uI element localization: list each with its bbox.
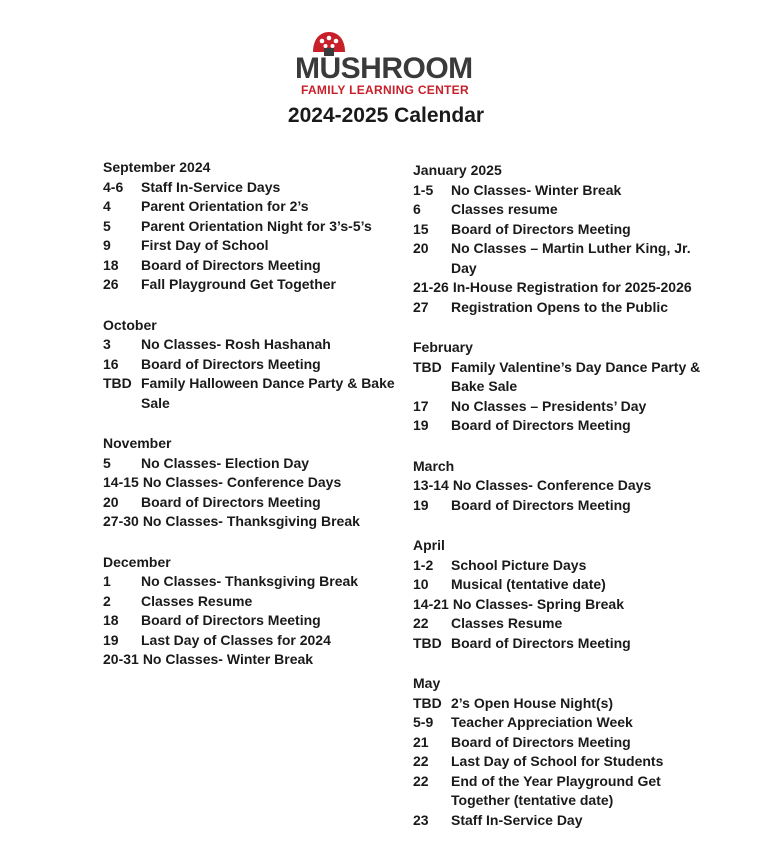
event-date: 1 [103,573,111,589]
event-description: Family Valentine’s Day Dance Party & Bake Sale [451,358,701,394]
calendar-event [413,614,713,634]
calendar-event [103,631,403,651]
calendar-event [103,335,403,355]
month-section [413,338,713,436]
event-description: Board of Directors Meeting [141,493,321,510]
event-date: 9 [103,237,111,253]
event-description: No Classes- Spring Break [452,595,624,612]
month-section [413,161,713,317]
calendar-event [413,239,713,278]
event-description: No Classes- Rosh Hashanah [141,336,331,352]
calendar-event [103,454,403,474]
event-date: 15 [413,220,429,237]
event-description: School Picture Days [451,556,587,573]
month-heading: April [413,537,445,553]
page-title: 2024-2025 Calendar [287,104,485,127]
event-description: No Classes- Winter Break [451,181,622,198]
calendar-event [413,397,713,417]
event-date: 1-2 [413,556,434,573]
calendar-event [413,733,713,753]
event-description: Board of Directors Meeting [141,355,321,372]
calendar-event [103,256,403,276]
month-heading: September 2024 [103,159,211,175]
event-description: Last Day of School for Students [451,753,664,769]
month-heading: February [413,339,473,355]
month-heading: December [103,553,171,570]
event-date: 4 [103,198,111,214]
event-date: 3 [103,336,111,352]
event-date: 1-5 [413,181,434,198]
event-description: Board of Directors Meeting [141,256,321,273]
event-date: 22 [413,615,429,631]
calendar-event [413,575,713,595]
event-date: TBD [413,358,442,375]
calendar-event [413,358,713,397]
event-date: 16 [103,355,119,372]
event-description: Board of Directors Meeting [451,634,631,651]
event-description: Classes Resume [141,592,253,609]
event-description: No Classes- Winter Break [142,651,314,667]
event-date: 2 [103,592,111,609]
calendar-event [103,197,403,217]
logo-wordmark: MUSHROOM [295,52,473,85]
event-date: 21 [413,733,429,750]
event-description: Board of Directors Meeting [451,496,631,513]
event-date: 27-30 [103,513,139,529]
calendar-event [413,694,713,714]
calendar-event [413,476,713,496]
event-description: No Classes- Thanksgiving Break [142,513,360,529]
calendar-event [103,572,403,592]
event-date: 19 [103,631,119,648]
event-date: 27 [413,298,429,315]
calendar-event [103,236,403,256]
event-date: 14-15 [103,474,139,490]
event-description: Board of Directors Meeting [451,417,631,433]
event-description: No Classes – Martin Luther King, Jr. Day [451,240,691,276]
event-date: TBD [103,375,132,391]
event-date: TBD [413,694,442,711]
event-description: Parent Orientation Night for 3’s-5’s [141,217,372,234]
calendar-event [413,220,713,240]
event-date: 14-21 [413,595,449,612]
month-heading: January 2025 [413,162,502,178]
event-description: Musical (tentative date) [451,576,606,592]
calendar-event [413,200,713,220]
event-description: End of the Year Playground Get Together (tentative date) [451,772,661,808]
calendar-event [103,650,403,670]
calendar-event [103,374,403,413]
logo [291,26,481,97]
month-heading: October [103,316,157,333]
event-date: 22 [413,753,429,769]
month-section [103,434,403,532]
logo-subtitle: FAMILY LEARNING CENTER [301,83,469,97]
calendar-right-column [413,161,713,851]
event-description: First Day of School [141,237,269,253]
month-section [103,158,403,295]
calendar-event [103,512,403,532]
event-date: 5-9 [413,714,434,730]
month-heading: May [413,675,441,691]
calendar-event [413,181,713,201]
event-description: Board of Directors Meeting [141,612,321,628]
event-description: Last Day of Classes for 2024 [141,631,331,648]
event-description: 2’s Open House Night(s) [451,694,614,711]
calendar-event [413,595,713,615]
event-date: 26 [103,276,119,292]
month-section [413,457,713,516]
event-date: 10 [413,576,429,592]
event-description: No Classes- Conference Days [452,477,652,493]
calendar-left-column [103,158,403,691]
month-heading: November [103,435,172,451]
calendar-event [413,556,713,576]
event-date: 5 [103,454,111,471]
event-description: No Classes – Presidents’ Day [451,397,647,414]
event-description: Teacher Appreciation Week [451,714,633,730]
month-section [103,316,403,414]
event-date: 22 [413,772,429,789]
event-description: No Classes- Conference Days [142,474,342,490]
calendar-event [103,473,403,493]
event-description: Family Halloween Dance Party & Bake Sale [141,375,395,411]
calendar-event [413,634,713,654]
calendar-event [103,592,403,612]
event-date: TBD [413,634,442,651]
calendar-event [413,496,713,516]
event-date: 21-26 [413,279,449,295]
event-date: 18 [103,612,119,628]
event-description: Classes resume [451,201,558,217]
event-description: In-House Registration for 2025-2026 [452,279,692,295]
event-date: 18 [103,256,119,273]
month-section [103,553,403,670]
event-date: 17 [413,397,429,414]
event-description: Staff In-Service Days [141,178,281,195]
event-date: 19 [413,496,429,513]
event-date: 6 [413,201,421,217]
event-description: No Classes- Thanksgiving Break [141,573,359,589]
event-date: 13-14 [413,477,449,493]
event-date: 5 [103,217,111,234]
calendar-event [413,811,713,831]
calendar-event [413,416,713,436]
calendar-event [103,178,403,198]
event-description: Board of Directors Meeting [451,733,631,750]
event-date: 4-6 [103,178,124,195]
calendar-event [413,298,713,318]
header [0,26,772,128]
event-date: 23 [413,811,429,828]
event-description: Fall Playground Get Together [141,276,336,292]
event-description: Parent Orientation for 2’s [141,198,309,214]
event-date: 20 [103,493,119,510]
event-description: Registration Opens to the Public [451,298,669,315]
calendar-event [103,493,403,513]
event-description: Classes Resume [451,615,563,631]
event-date: 19 [413,417,429,433]
event-description: Staff In-Service Day [451,811,583,828]
calendar-event [413,752,713,772]
calendar-event [103,355,403,375]
calendar-event [103,275,403,295]
calendar-event [413,278,713,298]
calendar-event [103,611,403,631]
event-date: 20-31 [103,651,139,667]
event-date: 20 [413,240,429,256]
month-section [413,536,713,653]
event-description: Board of Directors Meeting [451,220,631,237]
month-section [413,674,713,830]
calendar-event [413,772,713,811]
event-description: No Classes- Election Day [141,454,310,471]
calendar-event [413,713,713,733]
calendar-event [103,217,403,237]
month-heading: March [413,457,455,474]
